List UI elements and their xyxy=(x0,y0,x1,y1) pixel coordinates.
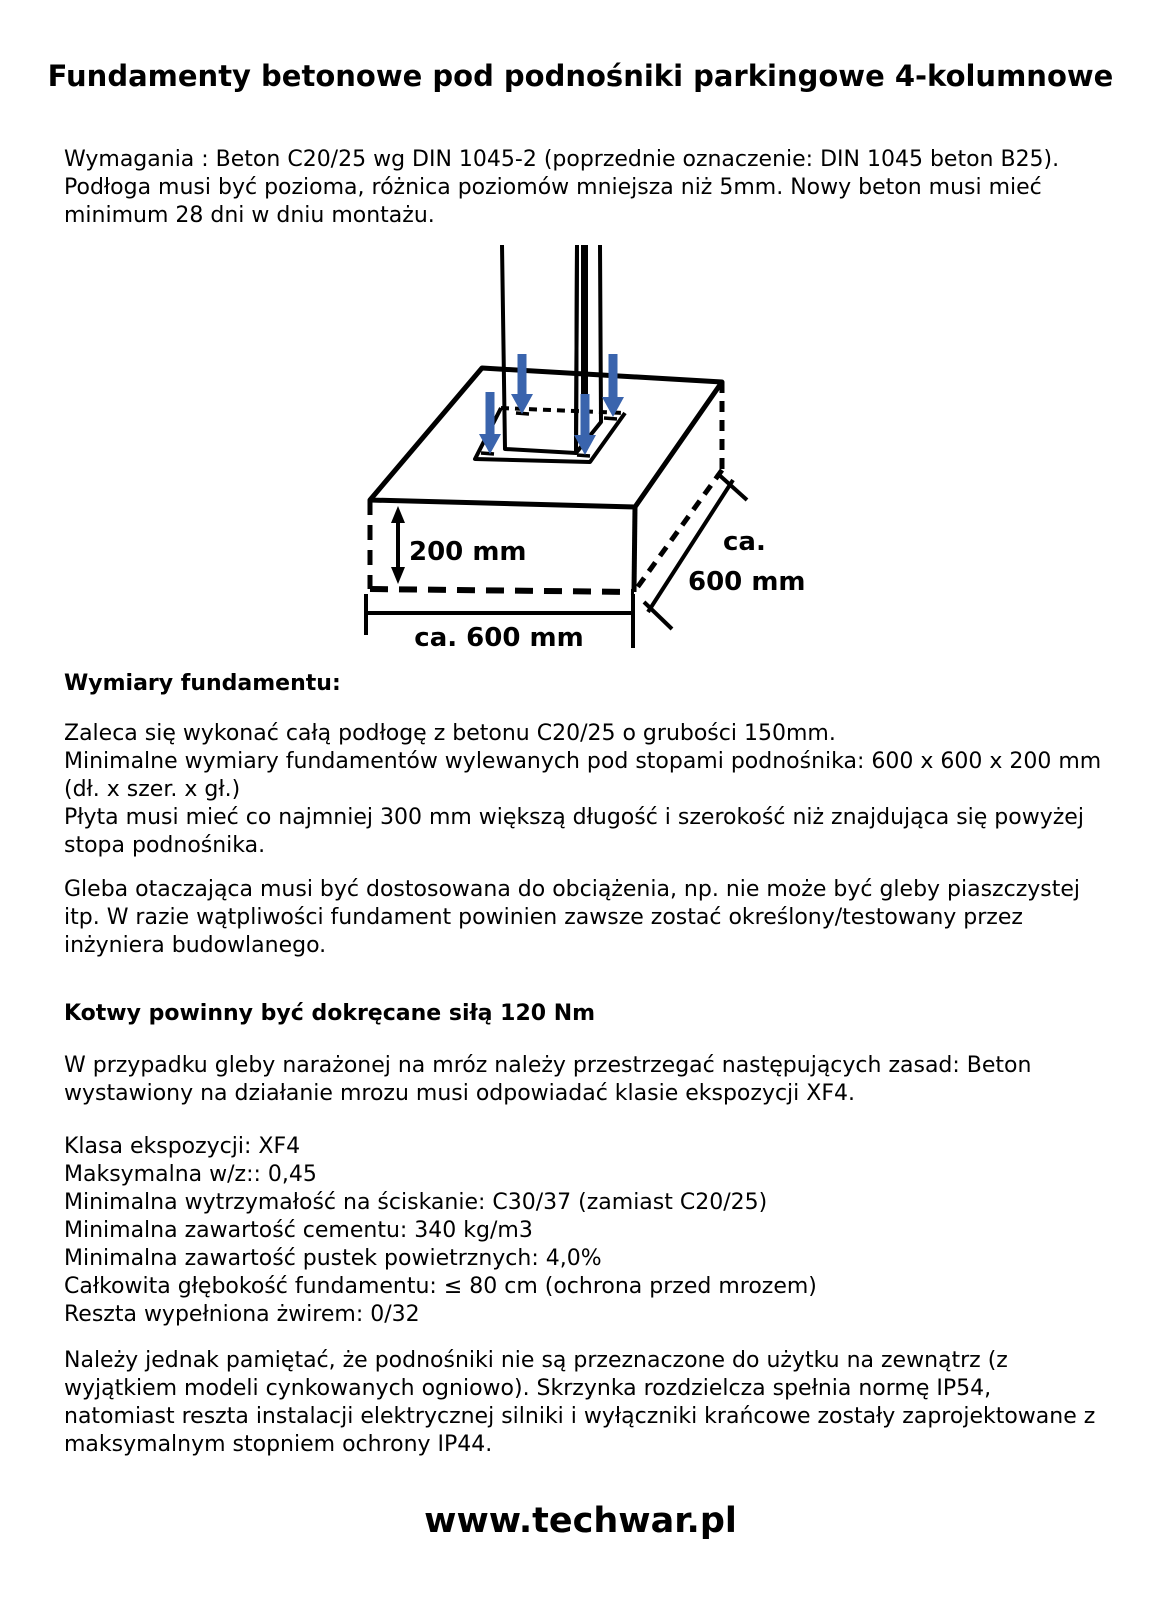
text-line: W przypadku gleby narażonej na mróz należy przestrzegać następujących zasad: Beton xyxy=(64,1053,1032,1078)
block-bottom-edge-dashed xyxy=(370,589,634,592)
text-line: Gleba otaczająca musi być dostosowana do obciążenia, np. nie może być gleby piaszczystej xyxy=(64,877,1081,902)
load-arrow xyxy=(602,354,624,417)
page-title: Fundamenty betonowe pod podnośniki parkingowe 4-kolumnowe xyxy=(47,59,1114,93)
frost-paragraph xyxy=(64,1052,1161,1108)
text-line: Podłoga musi być pozioma, różnica poziomów mniejsza niż 5mm. Nowy beton musi mieć xyxy=(64,175,1042,200)
width-dimension-label: ca. 600 mm xyxy=(414,623,584,653)
text-line: stopa podnośnika. xyxy=(64,833,266,858)
text-line: itp. W razie wątpliwości fundament powinien zawsze zostać określony/testowany przez xyxy=(64,905,1023,930)
column-slot xyxy=(581,245,588,405)
depth-dimension-label-line2: 600 mm xyxy=(688,567,806,597)
outdoor-paragraph xyxy=(64,1347,1161,1459)
text-line: wyjątkiem modeli cynkowanych ogniowo). Skrzynka rozdzielcza spełnia normę IP54, xyxy=(64,1376,992,1401)
text-line: Zaleca się wykonać całą podłogę z betonu C20/25 o grubości 150mm. xyxy=(64,721,836,746)
text-line: maksymalnym stopniem ochrony IP44. xyxy=(64,1432,493,1457)
spec-line: Minimalna zawartość pustek powietrznych: 4,0% xyxy=(64,1246,602,1271)
soil-paragraph xyxy=(64,876,1161,960)
text-line: inżyniera budowlanego. xyxy=(64,933,327,958)
text-line: Wymagania : Beton C20/25 wg DIN 1045-2 (poprzednie oznaczenie: DIN 1045 beton B25). xyxy=(64,147,1060,172)
text-line: (dł. x szer. x gł.) xyxy=(64,777,241,802)
depth-dimension-label-line1: ca. xyxy=(723,527,766,557)
section-heading-dimensions: Wymiary fundamentu: xyxy=(64,671,341,696)
dimensions-paragraph xyxy=(64,720,1161,860)
website-footer: www.techwar.pl xyxy=(424,1501,737,1541)
anchor-bolt xyxy=(604,418,617,419)
height-dimension-arrowhead xyxy=(391,506,405,523)
column-front-face xyxy=(502,245,577,453)
block-top-face xyxy=(370,368,722,507)
spec-line: Klasa ekspozycji: XF4 xyxy=(64,1134,301,1159)
intro-paragraph xyxy=(64,146,1161,230)
text-line: wystawiony na działanie mrozu musi odpowiadać klasie ekspozycji XF4. xyxy=(64,1081,855,1106)
anchor-bolt xyxy=(577,455,590,456)
text-line: Płyta musi mieć co najmniej 300 mm większą długość i szerokość niż znajdująca się powyżej xyxy=(64,805,1084,830)
text-line: Minimalne wymiary fundamentów wylewanych pod stopami podnośnika: 600 x 600 x 200 mm xyxy=(64,749,1102,774)
anchor-bolt xyxy=(481,453,494,454)
spec-line: Maksymalna w/z:: 0,45 xyxy=(64,1162,317,1187)
anchor-bolt xyxy=(516,413,529,414)
spec-line: Reszta wypełniona żwirem: 0/32 xyxy=(64,1302,420,1327)
section-heading-anchors: Kotwy powinny być dokręcane siłą 120 Nm xyxy=(64,1001,596,1026)
block-front-right-edge xyxy=(634,507,635,592)
foundation-diagram xyxy=(355,242,825,660)
spec-line: Minimalna wytrzymałość na ściskanie: C30/37 (zamiast C20/25) xyxy=(64,1190,768,1215)
load-arrow xyxy=(511,354,533,414)
height-dimension-label: 200 mm xyxy=(409,537,527,567)
spec-line: Całkowita głębokość fundamentu: ≤ 80 cm (ochrona przed mrozem) xyxy=(64,1274,817,1299)
document-content xyxy=(0,146,1161,1459)
spec-list xyxy=(64,1133,1161,1329)
text-line: natomiast reszta instalacji elektrycznej silniki i wyłączniki krańcowe zostały zaprojektowane z xyxy=(64,1404,1096,1429)
text-line: Należy jednak pamiętać, że podnośniki nie są przeznaczone do użytku na zewnątrz (z xyxy=(64,1348,1008,1373)
text-line: minimum 28 dni w dniu montażu. xyxy=(64,203,435,228)
height-dimension-arrowhead xyxy=(391,567,405,584)
spec-line: Minimalna zawartość cementu: 340 kg/m3 xyxy=(64,1218,533,1243)
depth-dimension-tick xyxy=(644,602,672,629)
